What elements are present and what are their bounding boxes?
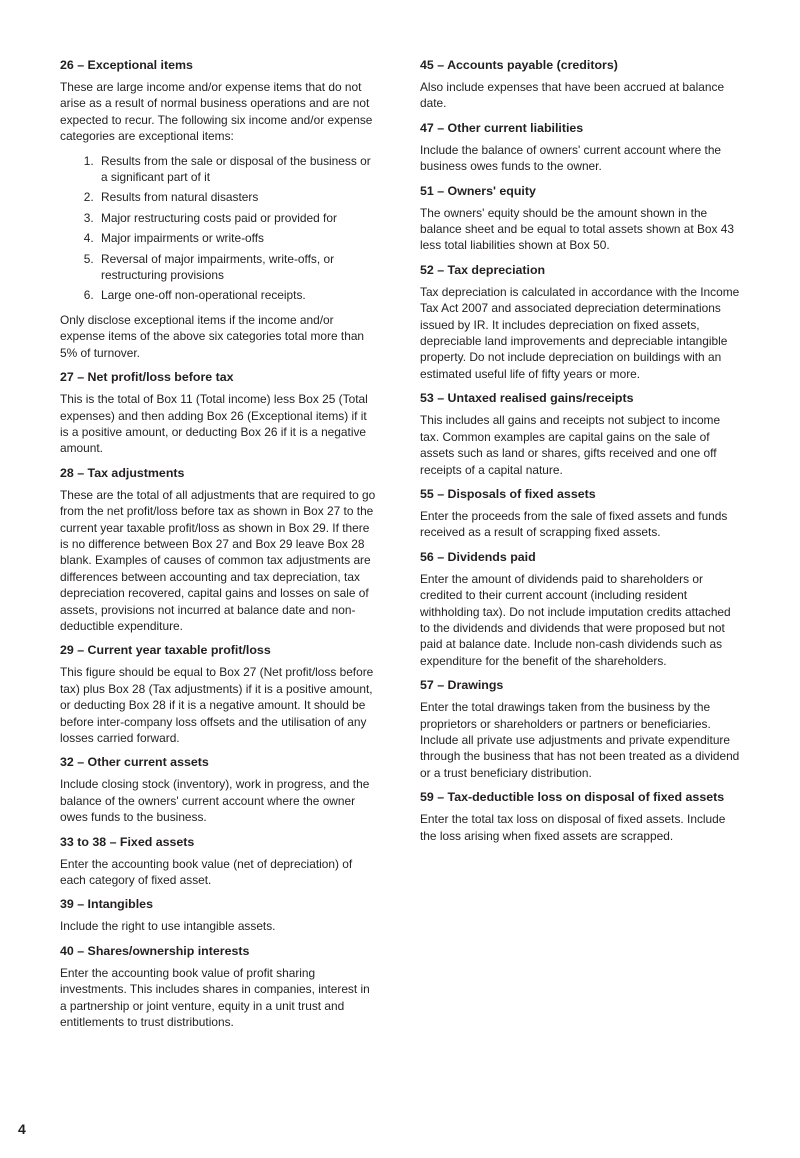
left-column <box>60 57 378 1038</box>
section-text: Enter the total tax loss on disposal of fixed assets. Include the loss arising when fixed assets are scrapped. <box>420 812 726 843</box>
section-text: Only disclose exceptional items if the income and/or expense items of the above six categories total more than 5% of turnover. <box>60 312 365 360</box>
section-text: These are the total of all adjustments that are required to go from the net profit/loss before tax as shown in Box 27 to the current year taxable profit/loss as shown in Box 29. If there is no difference between Box 27 and Box 29 leave Box 28 blank. Examples of causes of common tax adjustments are differences between accounting and tax depreciation, tax depreciation recovered, capital gains and losses on sale of assets, provisions not incurred at balance date and non-deductible expenditure. <box>60 487 376 633</box>
section <box>60 834 378 889</box>
section-text: Also include expenses that have been accrued at balance date. <box>420 80 725 111</box>
section <box>60 943 378 1031</box>
section-heading: 40 – Shares/ownership interests <box>60 943 250 958</box>
list-item: 3. Major restructuring costs paid or provided for <box>97 210 378 226</box>
section <box>420 57 742 112</box>
section-text: This figure should be equal to Box 27 (Net profit/loss before tax) plus Box 28 (Tax adjustments) if it is a positive amount, or deducting Box 28 if it is a negative amount. It should be before inter-company loss offsets and the utilisation of any losses carried forward. <box>60 665 374 745</box>
section <box>60 57 378 361</box>
numbered-list <box>60 153 378 304</box>
section-text: Enter the amount of dividends paid to shareholders or credited to their current account (including resident withholding tax). Do not include imputation credits attached to the dividends and dividends that were proposed but not paid at balance date. Include non-cash dividends such as expenditure for the benefit of the shareholders. <box>420 571 731 668</box>
list-item: 5. Reversal of major impairments, write-offs, or restructuring provisions <box>97 251 378 284</box>
section-heading: 52 – Tax depreciation <box>420 262 546 277</box>
section-heading: 56 – Dividends paid <box>420 549 536 564</box>
section <box>420 183 742 254</box>
section <box>420 120 742 175</box>
section-text: Enter the total drawings taken from the business by the proprietors or shareholders or partners or beneficiaries. Include all private use adjustments and private expenditure through the business that has not been treated as a dividend or a trust beneficiary distribution. <box>420 700 740 780</box>
section-heading: 55 – Disposals of fixed assets <box>420 486 596 501</box>
section-heading: 33 to 38 – Fixed assets <box>60 834 195 849</box>
section-heading: 45 – Accounts payable (creditors) <box>420 58 618 72</box>
section <box>420 262 742 382</box>
list-item: 1. Results from the sale or disposal of the business or a significant part of it <box>97 153 378 186</box>
section-text: Enter the proceeds from the sale of fixed assets and funds received as a result of scrapping fixed assets. <box>420 508 728 540</box>
section-heading: 53 – Untaxed realised gains/receipts <box>420 391 634 406</box>
section-text: Include the right to use intangible assets. <box>60 919 276 934</box>
section <box>420 486 742 541</box>
section <box>420 677 742 781</box>
section-text: The owners' equity should be the amount shown in the balance sheet and be equal to total assets shown at Box 43 less total liabilities shown at Box 50. <box>420 205 734 253</box>
section <box>60 642 378 746</box>
section-heading: 39 – Intangibles <box>60 897 153 912</box>
list-item: 4. Major impairments or write-offs <box>97 230 378 246</box>
section-heading: 27 – Net profit/loss before tax <box>60 370 234 385</box>
section-text: Enter the accounting book value (net of depreciation) of each category of fixed asset. <box>60 856 353 888</box>
section-text: Include the balance of owners' current account where the business owes funds to the owner. <box>420 142 722 174</box>
section-heading: 57 – Drawings <box>420 678 504 693</box>
list-item: 6. Large one-off non-operational receipts. <box>97 287 378 303</box>
section-text: This includes all gains and receipts not subject to income tax. Common examples are capital gains on the sale of assets such as land or shares, gifts received and one off receipts of a capital nature. <box>420 413 721 477</box>
section <box>420 549 742 669</box>
list-item: 2. Results from natural disasters <box>97 189 378 205</box>
section-heading: 32 – Other current assets <box>60 755 209 770</box>
section <box>420 789 742 844</box>
section <box>60 754 378 825</box>
section-text: This is the total of Box 11 (Total income) less Box 25 (Total expenses) and then adding Box 26 (Exceptional items) if it is a positive amount, or deducting Box 26 if it is a negative amount. <box>60 392 368 456</box>
section-text: Include closing stock (inventory), work in progress, and the balance of the owners' current account where the owner owes funds to the business. <box>60 777 370 825</box>
page-number: 4 <box>18 1121 26 1137</box>
section-text: Tax depreciation is calculated in accordance with the Income Tax Act 2007 and associated depreciation determinations issued by IR. It includes depreciation on fixed assets, depreciable land improvements and depreciable intangible property. Do not include depreciation on buildings with an estimated useful life of fifty years or more. <box>420 284 740 381</box>
section-text: These are large income and/or expense items that do not arise as a result of normal business operations and are not expected to recur. The following six income and/or expense categories are exceptional items: <box>60 80 373 144</box>
section <box>60 465 378 635</box>
section-heading: 26 – Exceptional items <box>60 58 193 72</box>
section <box>60 896 378 934</box>
section <box>420 390 742 478</box>
section-heading: 29 – Current year taxable profit/loss <box>60 643 271 658</box>
section-heading: 47 – Other current liabilities <box>420 120 584 135</box>
section-heading: 59 – Tax-deductible loss on disposal of fixed assets <box>420 790 725 805</box>
section <box>60 369 378 457</box>
right-column <box>420 57 742 852</box>
section-heading: 51 – Owners' equity <box>420 183 536 198</box>
section-text: Enter the accounting book value of profit sharing investments. This includes shares in companies, interest in a partnership or joint venture, equity in a unit trust and entitlements to trust distributions. <box>60 965 370 1030</box>
section-heading: 28 – Tax adjustments <box>60 465 185 480</box>
